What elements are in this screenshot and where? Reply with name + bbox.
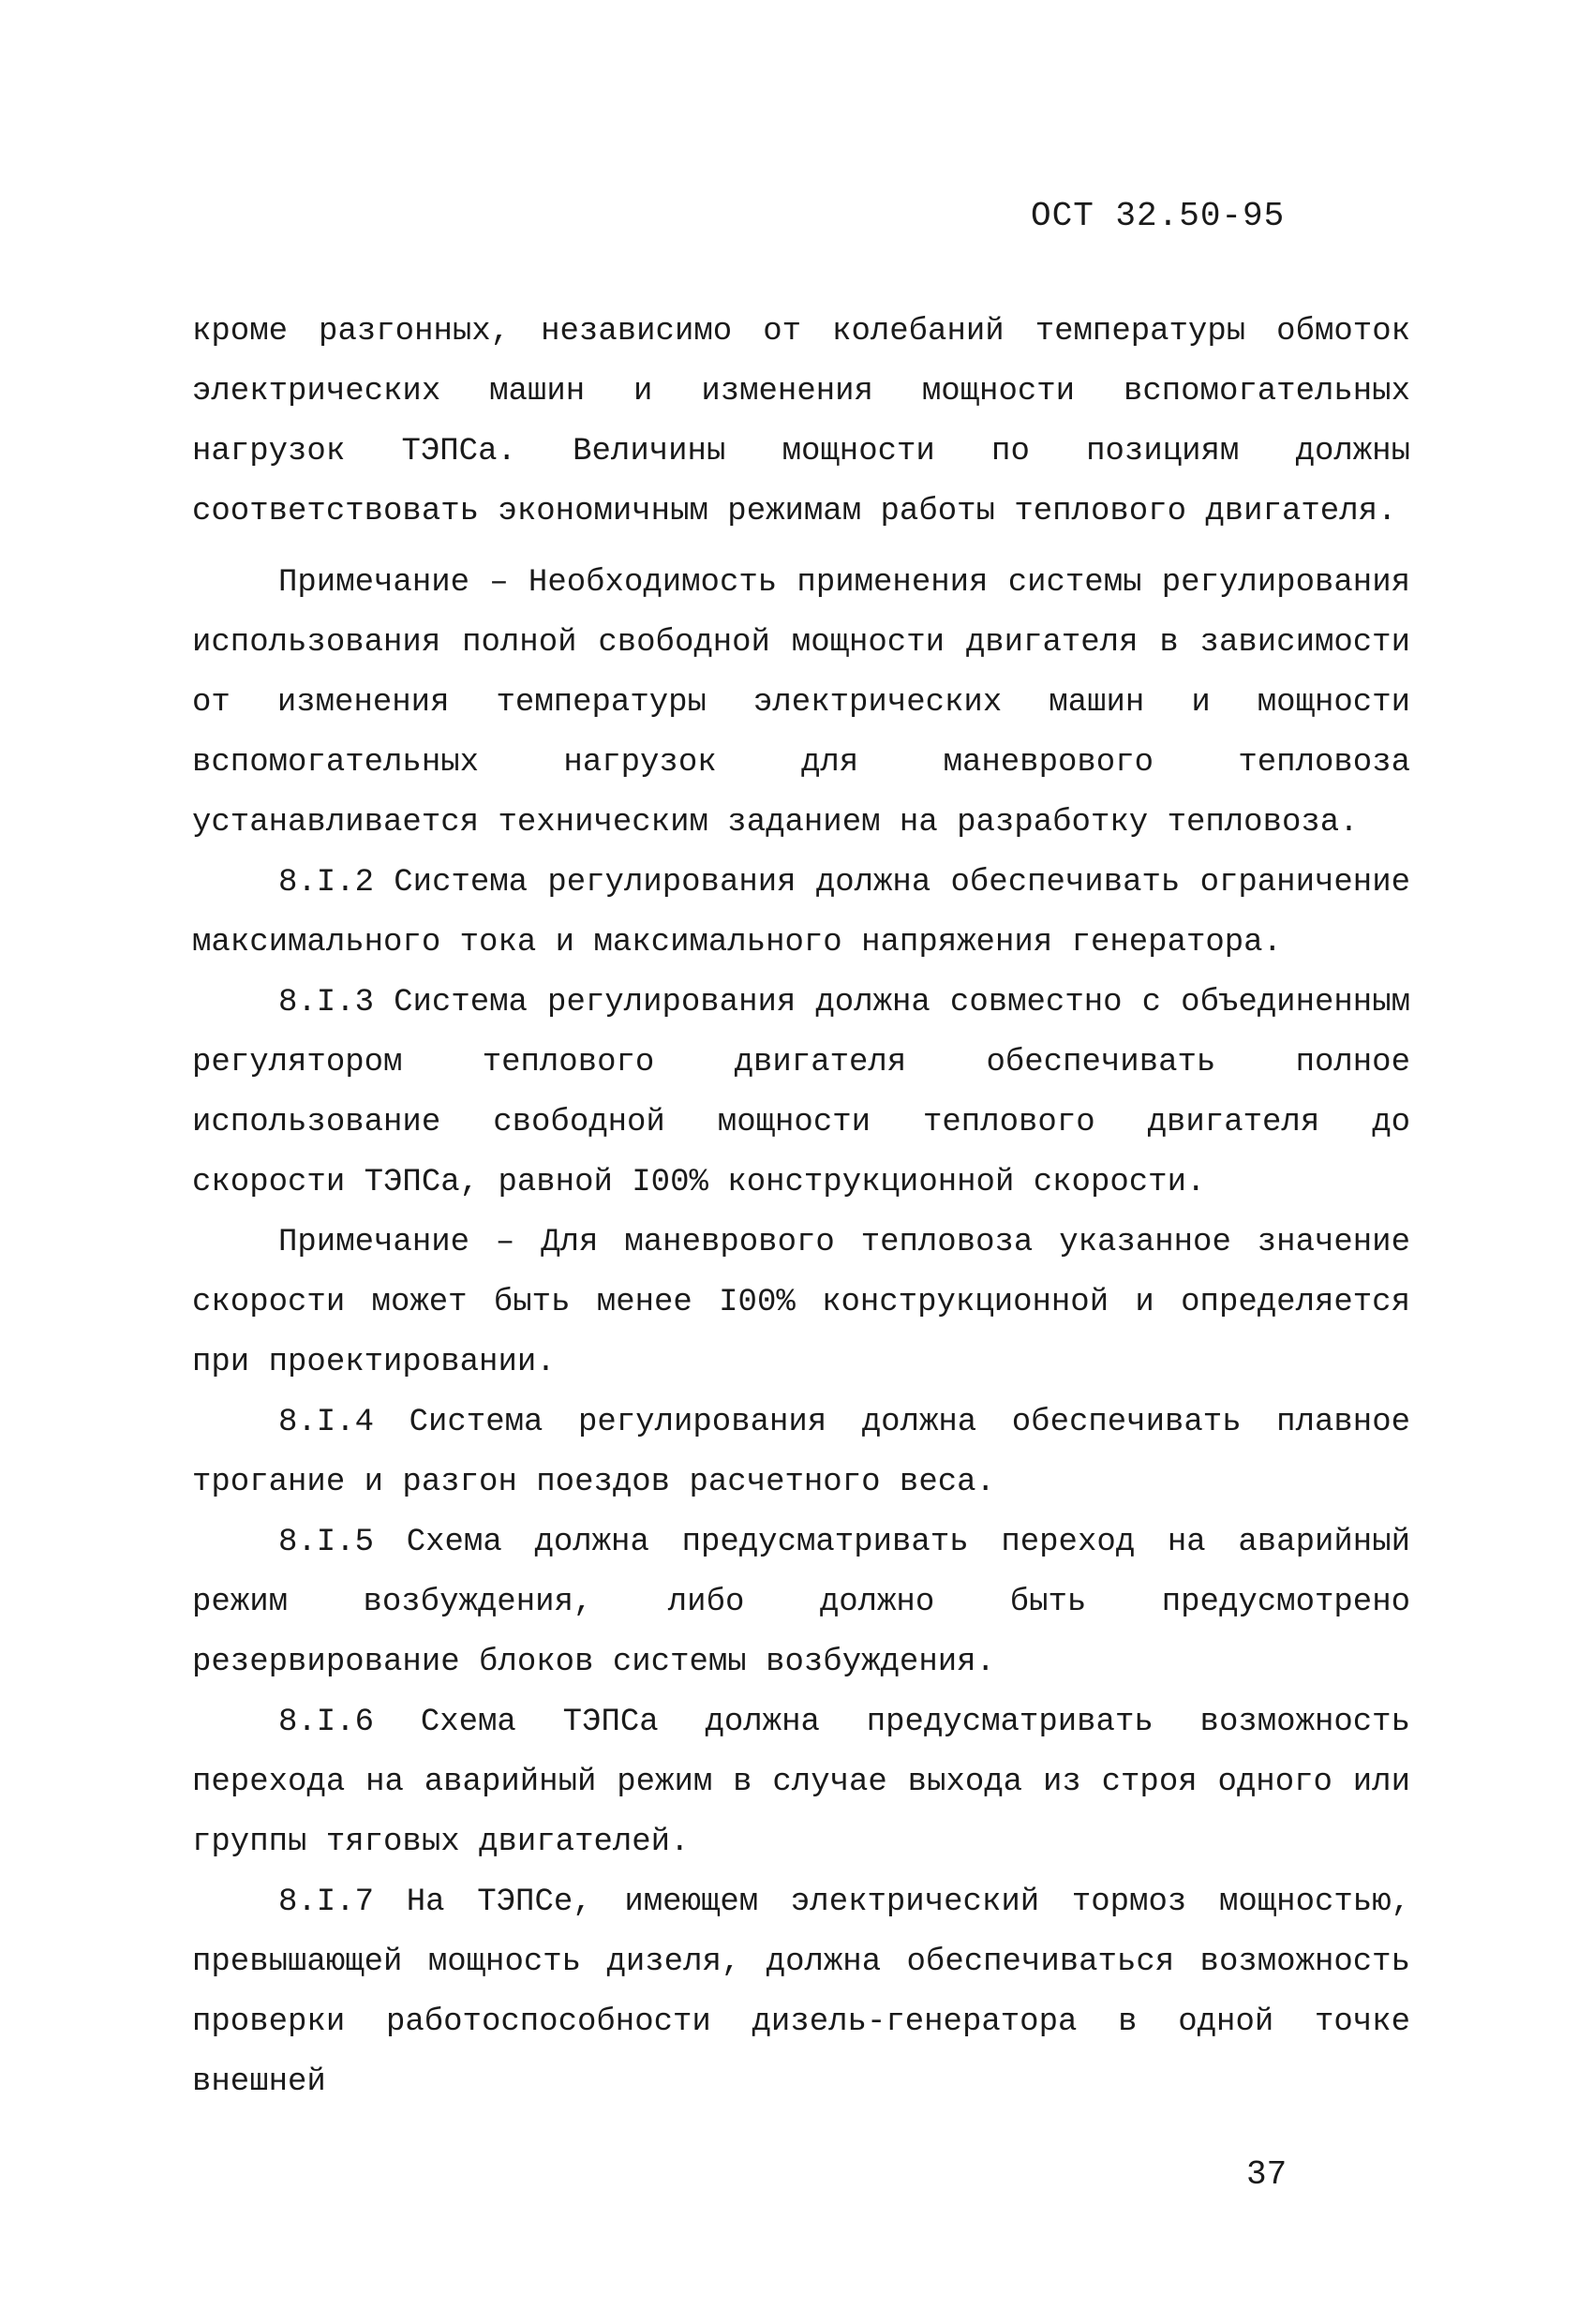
page-number: 37 [1246,2155,1288,2194]
clause-8-1-3: 8.I.3 Система регулирования должна совместно с объединенным регулятором теплового двигателя обеспечивать полное использование свободной мощности теплового двигателя до скорости ТЭПСа, равной I00% конструкционной скорости. [192,985,1410,1200]
document-body [192,302,1410,2112]
paragraph-continuation: кроме разгонных, независимо от колебаний температуры обмоток электрических машин и изменения мощности вспомогательных нагрузок ТЭПСа. Величины мощности по позициям должны соответствовать экономичным режимам работы теплового двигателя. [192,314,1410,529]
clause-8-1-7: 8.I.7 На ТЭПСе, имеющем электрический тормоз мощностью, превышающей мощность дизеля, должна обеспечиваться возможность проверки работоспособности дизель-генератора в одной точке внешней [192,1885,1410,2100]
clause-8-1-2: 8.I.2 Система регулирования должна обеспечивать ограничение максимального тока и максимального напряжения генератора. [192,865,1410,961]
clause-8-1-6: 8.I.6 Схема ТЭПСа должна предусматривать возможность перехода на аварийный режим в случае выхода из строя одного или группы тяговых двигателей. [192,1705,1410,1860]
clause-8-1-5: 8.I.5 Схема должна предусматривать переход на аварийный режим возбуждения, либо должно быть предусмотрено резервирование блоков системы возбуждения. [192,1525,1410,1680]
document-code: ОСТ 32.50-95 [1031,197,1286,235]
note-paragraph: Примечание – Для маневрового тепловоза указанное значение скорости может быть менее I00% конструкционной и определяется при проектировании. [192,1225,1410,1380]
clause-8-1-4: 8.I.4 Система регулирования должна обеспечивать плавное трогание и разгон поездов расчетного веса. [192,1405,1410,1500]
note-paragraph: Примечание – Необходимость применения системы регулирования использования полной свободной мощности двигателя в зависимости от изменения температуры электрических машин и мощности вспомогательных нагрузок для маневрового тепловоза устанавливается техническим заданием на разработку тепловоза. [192,565,1410,841]
